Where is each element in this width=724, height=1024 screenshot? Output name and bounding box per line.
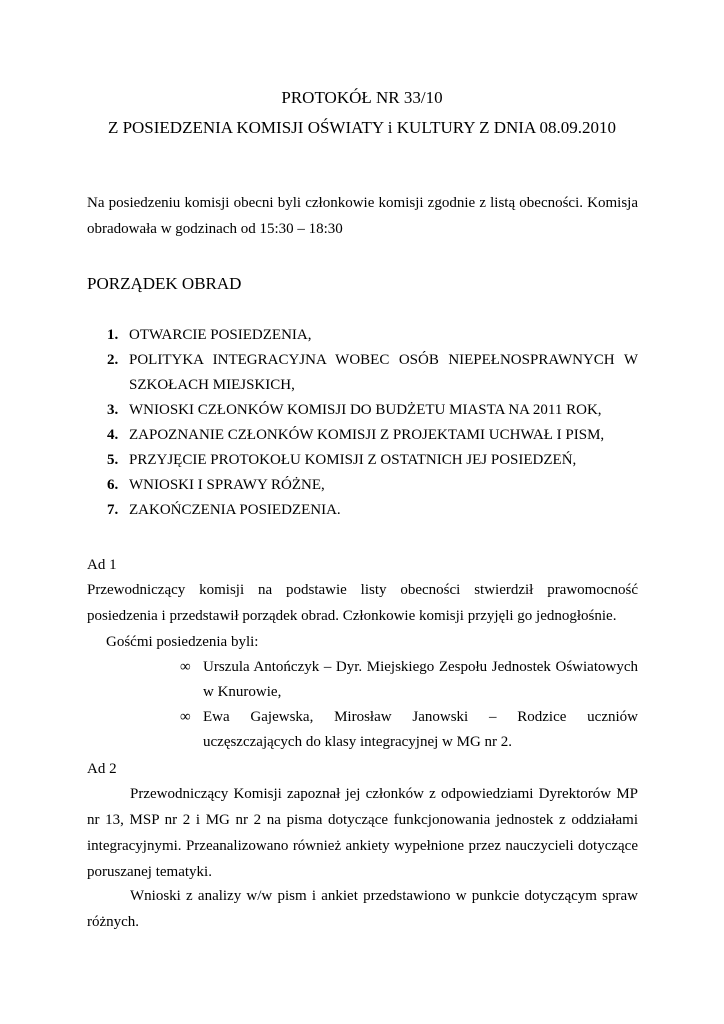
agenda-item-text: PRZYJĘCIE PROTOKOŁU KOMISJI Z OSTATNICH JEJ POSIEDZEŃ, [129,452,577,468]
agenda-item-number: 1. [107,327,119,343]
document-title: PROTOKÓŁ NR 33/10 [281,88,443,107]
agenda-item [87,473,638,498]
guest-text: Urszula Antończyk – Dyr. Miejskiego Zespołu Jednostek Oświatowych w Knurowie, [203,659,638,700]
agenda-item-text: ZAKOŃCZENIA POSIEDZENIA. [129,502,341,518]
agenda-item-number: 3. [107,402,119,418]
agenda-item-text: OTWARCIE POSIEDZENIA, [129,327,312,343]
agenda-item-number: 5. [107,452,119,468]
agenda-item [87,348,638,398]
guests-label: Gośćmi posiedzenia byli: [106,634,259,650]
agenda-item [87,498,638,523]
document-subtitle: Z POSIEDZENIA KOMISJI OŚWIATY i KULTURY Z DNIA 08.09.2010 [107,118,617,137]
ad2-paragraph: Przewodniczący Komisji zapoznał jej członków z odpowiedziami Dyrektorów MP nr 13, MSP nr 2 i MG nr 2 na pisma dotyczące funkcjonowania jednostek z oddziałami integracyjnymi. Przeanalizowano również ankiety wypełnione przez nauczycieli dotyczące poruszanej tematyki. [87,786,638,880]
agenda-heading: PORZĄDEK OBRAD [87,274,242,293]
agenda-item [87,423,638,448]
guest-text: Ewa Gajewska, Mirosław Janowski – Rodzice uczniów uczęszczających do klasy integracyjnej w MG nr 2. [203,709,638,750]
infinity-bullet-icon: ∞ [180,659,191,675]
agenda-item-number: 7. [107,502,119,518]
ad1-paragraph: Przewodniczący komisji na podstawie listy obecności stwierdził prawomocność posiedzenia i przedstawił porządek obrad. Członkowie komisji przyjęli go jednogłośnie. [87,582,638,624]
agenda-item [87,448,638,473]
ad2-paragraph-2: Wnioski z analizy w/w pism i ankiet przedstawiono w punkcie dotyczącym spraw różnych. [87,888,638,930]
agenda-item-number: 2. [107,352,119,368]
guest-item [180,655,638,705]
agenda-item-number: 6. [107,477,119,493]
agenda-item-text: WNIOSKI CZŁONKÓW KOMISJI DO BUDŻETU MIASTA NA 2011 ROK, [129,402,602,418]
infinity-bullet-icon: ∞ [180,709,191,725]
agenda-item-text: POLITYKA INTEGRACYJNA WOBEC OSÓB NIEPEŁNOSPRAWNYCH W SZKOŁACH MIEJSKICH, [129,352,638,393]
agenda-item-number: 4. [107,427,119,443]
agenda-item [87,398,638,423]
agenda-item-text: ZAPOZNANIE CZŁONKÓW KOMISJI Z PROJEKTAMI UCHWAŁ I PISM, [129,427,605,443]
intro-paragraph: Na posiedzeniu komisji obecni byli członkowie komisji zgodnie z listą obecności. Komisja obradowała w godzinach od 15:30 – 18:30 [87,195,638,237]
ad2-label: Ad 2 [87,761,117,777]
agenda-item [87,323,638,348]
agenda-list [87,323,638,523]
guests-list [180,655,638,755]
ad1-label: Ad 1 [87,557,117,573]
agenda-item-text: WNIOSKI I SPRAWY RÓŻNE, [129,477,325,493]
guest-item [180,705,638,755]
